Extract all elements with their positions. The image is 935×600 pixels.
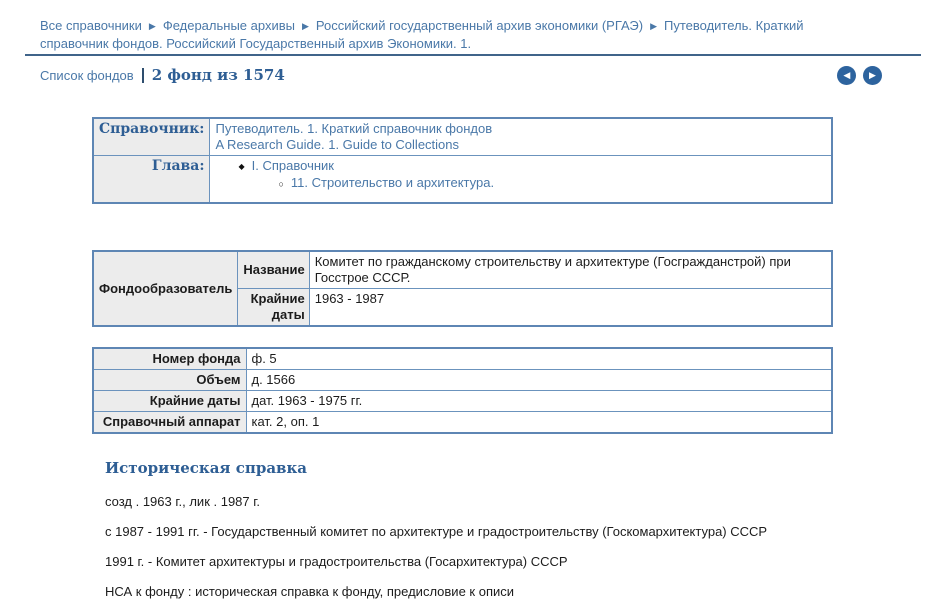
- toolbar: [40, 66, 895, 88]
- creator-group-label: Фондообразователь: [93, 251, 238, 326]
- table-row: [93, 251, 832, 289]
- chapter-label: Глава:: [93, 156, 210, 204]
- table-row: [93, 391, 832, 412]
- creator-dates-value: 1963 - 1987: [309, 289, 832, 327]
- fund-volume-value: д. 1566: [246, 370, 832, 391]
- creator-name-label: Название: [238, 251, 309, 289]
- fund-apparatus-value: кат. 2, оп. 1: [246, 412, 832, 434]
- chapter-link-level1[interactable]: I. Справочник: [251, 158, 334, 173]
- fund-card: [92, 117, 833, 600]
- creator-dates-label: Крайние даты: [238, 289, 309, 327]
- fund-number-label: Номер фонда: [93, 348, 246, 370]
- bullet-hollow-icon: ○: [278, 179, 284, 189]
- fund-navigation: [834, 66, 882, 85]
- fund-list-link[interactable]: Список фондов: [40, 68, 134, 83]
- guide-link-ru[interactable]: Путеводитель. 1. Краткий справочник фондов: [215, 121, 493, 136]
- table-row: [93, 370, 832, 391]
- chapter-value-cell: [210, 156, 832, 204]
- breadcrumb-item-all-guides[interactable]: Все справочники: [40, 18, 142, 33]
- table-row: [93, 156, 832, 204]
- chapter-list-item: [215, 158, 826, 175]
- historical-note-paragraph: с 1987 - 1991 гг. - Государственный комитет по архитектуре и градостроительству (Госкомархитектура) СССР: [105, 524, 768, 539]
- historical-note-paragraph: 1991 г. - Комитет архитектуры и градостроительства (Госархитектура) СССР: [105, 554, 568, 569]
- historical-note-paragraph: НСА к фонду : историческая справка к фонду, предисловие к описи: [105, 584, 515, 599]
- table-row: [93, 348, 832, 370]
- reference-label: Справочник:: [93, 118, 210, 156]
- table-row: [93, 412, 832, 434]
- fund-dates-value: дат. 1963 - 1975 гг.: [246, 391, 832, 412]
- chapter-link-level2[interactable]: 11. Строительство и архитектура.: [290, 175, 495, 190]
- historical-note-section: [105, 459, 833, 600]
- prev-fund-button[interactable]: ◀: [837, 66, 856, 85]
- breadcrumb-divider: [25, 54, 921, 56]
- creator-table: [92, 250, 833, 327]
- fund-volume-label: Объем: [93, 370, 246, 391]
- breadcrumb-item-rgae[interactable]: Российский государственный архив экономики (РГАЭ): [315, 18, 644, 33]
- breadcrumb-arrow-icon: ▶: [148, 21, 156, 31]
- guide-link-en[interactable]: A Research Guide. 1. Guide to Collections: [215, 137, 460, 152]
- table-row: [93, 118, 832, 156]
- fund-dates-label: Крайние даты: [93, 391, 246, 412]
- breadcrumb-item-guide[interactable]: Путеводитель. Краткий справочник фондов. Российский Государственный архив Экономики. 1.: [40, 18, 804, 51]
- fund-params-table: [92, 347, 833, 434]
- historical-note-paragraph: созд . 1963 г., лик . 1987 г.: [105, 494, 261, 509]
- chapter-list-item: [215, 175, 826, 192]
- breadcrumb: [40, 17, 855, 53]
- fund-counter: 2 фонд из 1574: [151, 66, 285, 84]
- toolbar-divider: [142, 68, 144, 83]
- creator-name-value: Комитет по гражданскому строительству и архитектуре (Госгражданстрой) при Госстрое СССР.: [309, 251, 832, 289]
- next-fund-button[interactable]: ▶: [863, 66, 882, 85]
- breadcrumb-arrow-icon: ▶: [301, 21, 309, 31]
- reference-value-cell: [210, 118, 832, 156]
- breadcrumb-item-federal-archives[interactable]: Федеральные архивы: [162, 18, 295, 33]
- reference-table: [92, 117, 833, 204]
- fund-apparatus-label: Справочный аппарат: [93, 412, 246, 434]
- historical-note-title: Историческая справка: [105, 459, 308, 477]
- breadcrumb-arrow-icon: ▶: [650, 21, 657, 31]
- fund-number-value: ф. 5: [246, 348, 832, 370]
- bullet-filled-icon: ◆: [238, 162, 245, 171]
